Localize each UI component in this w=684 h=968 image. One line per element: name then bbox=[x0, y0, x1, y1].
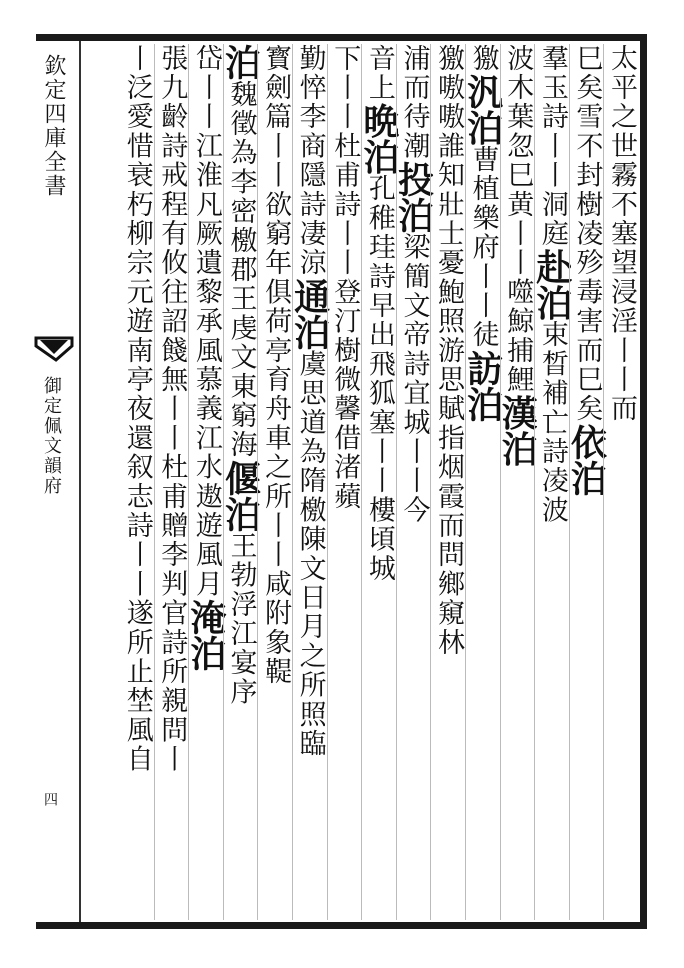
frame-right-border bbox=[640, 34, 647, 929]
entry-headword: 淹泊 bbox=[184, 598, 227, 671]
entry-text: 鮑照游思賦指烟霞而問鄉窺林 bbox=[433, 277, 465, 658]
entry-text: 寳劍篇丨丨欲窮年 bbox=[260, 44, 292, 278]
text-column bbox=[154, 44, 189, 920]
text-column bbox=[496, 44, 539, 920]
entry-text: 孔稚珪詩早出飛狐塞丨丨樓頃城 bbox=[363, 174, 395, 584]
entry-headword: 投泊 bbox=[392, 160, 435, 233]
entry-headword: 汎泊 bbox=[461, 73, 504, 146]
fish-tail-mark-icon bbox=[36, 336, 72, 362]
entry-text: 魏徵為李密檄郡王虔文東窮海 bbox=[225, 80, 257, 460]
margin-column bbox=[36, 44, 76, 920]
text-column bbox=[288, 44, 331, 920]
entry-text: 俱荷亭育舟車之所丨丨咸附象鞮 bbox=[260, 277, 292, 687]
entry-headword: 訪泊 bbox=[461, 349, 504, 422]
book-title: 欽定四庫全書 bbox=[41, 54, 66, 198]
entry-text: 羣玉詩丨丨洞庭 bbox=[536, 44, 568, 249]
text-column bbox=[257, 44, 292, 920]
text-column bbox=[603, 44, 638, 920]
frame-top-border bbox=[36, 34, 646, 41]
entry-text: 丨泛愛惜衰朽柳宗元遊南亭夜還叙志詩丨丨遂所止埜風自 bbox=[121, 44, 153, 774]
entry-text: 下 bbox=[329, 44, 361, 74]
entry-text: 丨丨噬鯨捕鯉 bbox=[502, 219, 534, 395]
text-column bbox=[565, 44, 608, 920]
entry-text: 波木葉忽巳黄 bbox=[502, 44, 534, 220]
text-column bbox=[392, 44, 435, 920]
entry-headword: 依泊 bbox=[565, 423, 608, 496]
entry-text: 王勃浮江宴序 bbox=[225, 531, 257, 707]
text-column bbox=[184, 44, 227, 920]
entry-text: 束晳補亡詩凌波 bbox=[536, 320, 568, 525]
entry-headword: 晩泊 bbox=[357, 102, 400, 175]
entry-text: 曹植樂府丨丨徒 bbox=[467, 145, 499, 350]
text-column bbox=[430, 44, 465, 920]
text-column bbox=[219, 44, 262, 920]
frame-inner-divider bbox=[79, 41, 81, 922]
frame-bottom-border bbox=[36, 922, 646, 929]
entry-text: 虞思道為隋檄陳文日月之所照臨 bbox=[294, 349, 326, 759]
section-title: 御定佩文韻府 bbox=[41, 376, 62, 496]
entry-text: 江水遨遊風月 bbox=[190, 423, 222, 599]
text-column bbox=[119, 44, 154, 920]
text-column bbox=[530, 44, 573, 920]
entry-headword: 通泊 bbox=[288, 277, 331, 350]
entry-text: 巳矣雪不封樹凌殄毒害而巳矣 bbox=[571, 44, 603, 424]
entry-headword: 偃泊 bbox=[219, 459, 262, 532]
entry-text: 梁簡文帝詩宜城丨丨今 bbox=[398, 232, 430, 525]
entry-text: 浦而待潮 bbox=[398, 44, 430, 161]
entry-text: 丨丨杜甫詩丨丨登汀樹微馨借渚蘋 bbox=[329, 73, 361, 512]
text-column bbox=[357, 44, 400, 920]
text-columns bbox=[84, 44, 638, 920]
entry-text: 勤悴李商隱詩凄涼 bbox=[294, 44, 326, 278]
entry-headword: 赴泊 bbox=[530, 248, 573, 321]
entry-text: 太平之世霧不塞望浸淫丨丨而 bbox=[606, 44, 637, 424]
text-column bbox=[461, 44, 504, 920]
page-number: 四 bbox=[42, 792, 58, 806]
entry-headword: 漢泊 bbox=[496, 394, 539, 467]
entry-text: 獥嗷嗷誰知壯士憂 bbox=[433, 44, 465, 278]
entry-text: 音上 bbox=[363, 44, 395, 103]
entry-text: 張九齡詩戒程有攸往詔餞無丨丨杜甫贈李判官詩所親問丨 bbox=[156, 44, 188, 774]
entry-headword: 泊 bbox=[219, 44, 262, 80]
entry-text: 獥 bbox=[467, 44, 499, 74]
text-column bbox=[327, 44, 362, 920]
entry-text: 岱丨丨江淮凡厥遺黎承風慕義 bbox=[190, 44, 222, 424]
